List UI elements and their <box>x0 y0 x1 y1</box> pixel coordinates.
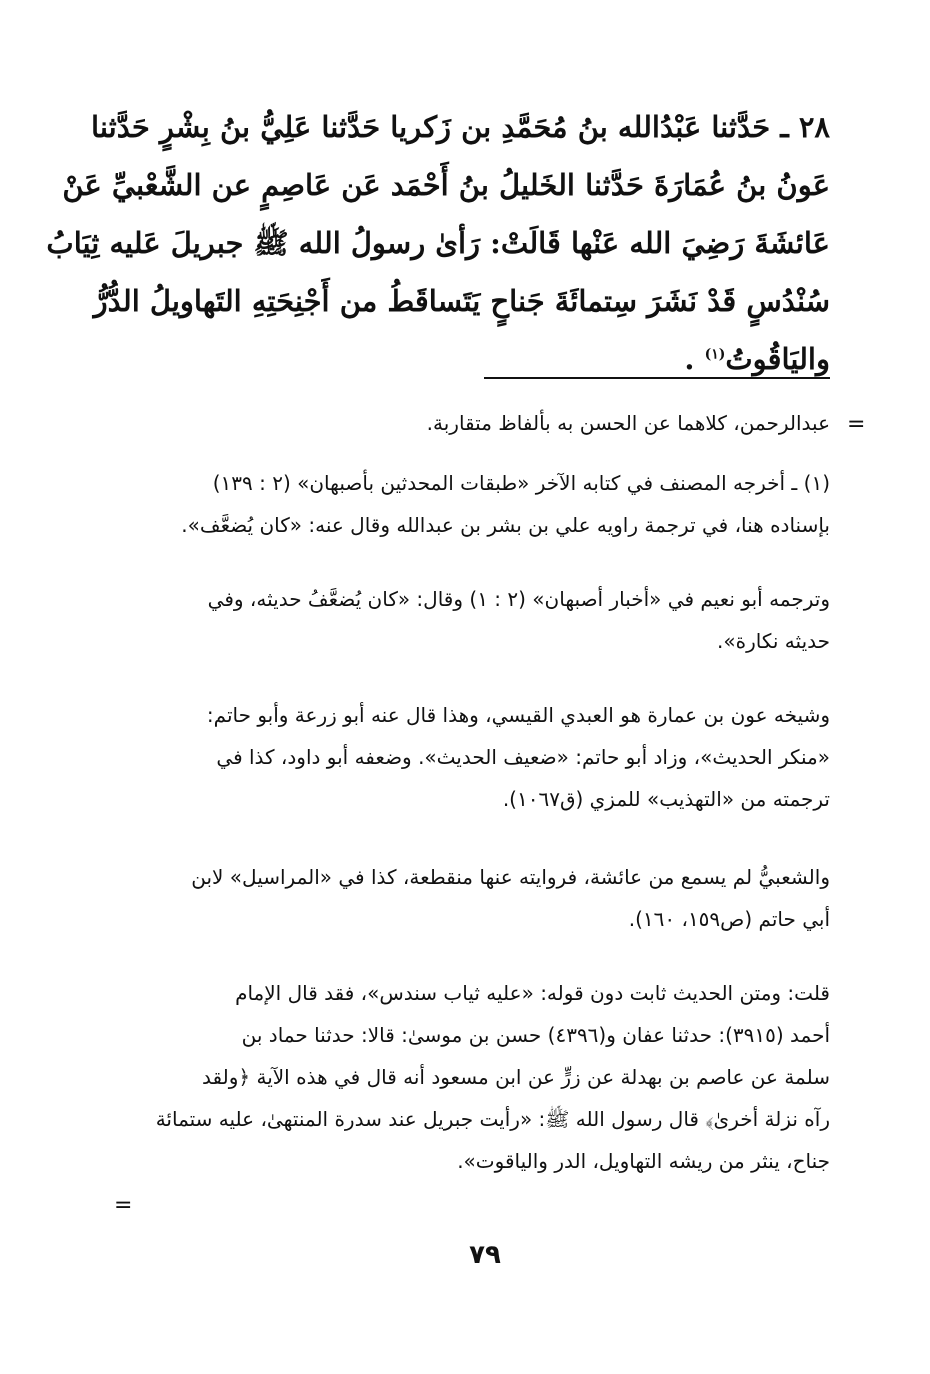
hadith-last-line <box>130 330 830 388</box>
footnote-line: ترجمته من «التهذيب» للمزي (ق١٠٦٧). <box>502 787 830 811</box>
footnote-paragraph-1 <box>130 462 830 546</box>
footnote-separator <box>484 377 830 379</box>
footnote-line: جناح، ينثر من ريشه التهاويل، الدر والياقوت». <box>457 1149 830 1173</box>
hadith-line: عَائشَةَ رَضِيَ الله عَنْها قَالَتْ: رَأىٰ رسولُ الله ﷺ جبريلَ عَليه ثِيَابُ <box>46 226 830 260</box>
footnote-line: وشيخه عون بن عمارة هو العبدي القيسي، وهذا قال عنه أبو زرعة وأبو حاتم: <box>206 703 830 727</box>
footnote-line: حديثه نكارة». <box>717 629 830 653</box>
hadith-line: ٢٨ ـ حَدَّثنا عَبْدُالله بنُ مُحَمَّدِ بن زَكريا حَدَّثنا عَلِيُّ بنُ بِشْرٍ حَدَّثنا <box>91 110 830 144</box>
continuation-mark-bottom: = <box>114 1193 133 1218</box>
hadith-line: عَونُ بنُ عُمَارَةَ حَدَّثنا الخَليلُ بنُ أَحْمَد عَن عَاصِمٍ عن الشَّعْبيِّ عَنْ <box>62 168 830 202</box>
footnote-continuation <box>130 402 830 444</box>
footnote-line: بإسناده هنا، في ترجمة راويه علي بن بشر بن عبدالله وقال عنه: «كان يُضعَّف». <box>181 513 830 537</box>
page-number: ٧٩ <box>469 1240 501 1270</box>
footnote-line: والشعبيُّ لم يسمع من عائشة، فروايته عنها منقطعة، كذا في «المراسيل» لابن <box>191 865 830 889</box>
hadith-text <box>46 98 830 388</box>
continuation-mark: = <box>847 412 866 437</box>
footnote-line: سلمة عن عاصم بن بهدلة عن زرٍّ عن ابن مسعود أنه قال في هذه الآية ﴿ولقد <box>202 1065 830 1089</box>
footnote-paragraph-5 <box>130 972 830 1182</box>
footnote-line: «منكر الحديث»، وزاد أبو حاتم: «ضعيف الحديث». وضعفه أبو داود، كذا في <box>216 745 830 769</box>
footnote-line: رآه نزلة أخرىٰ﴾ قال رسول الله ﷺ: «رأيت جبريل عند سدرة المنتهىٰ، عليه ستمائة <box>155 1107 830 1131</box>
hadith-end: . <box>684 342 695 376</box>
footnote-line: أبي حاتم (ص١٥٩، ١٦٠). <box>628 907 830 931</box>
footnote-reference: (١) <box>704 346 726 363</box>
footnote-paragraph-2 <box>130 578 830 662</box>
footnote-line: قلت: ومتن الحديث ثابت دون قوله: «عليه ثياب سندس»، فقد قال الإمام <box>235 981 830 1005</box>
footnote-line: أحمد (٣٩١٥): حدثنا عفان و(٤٣٩٦) حسن بن موسىٰ: قالا: حدثنا حماد بن <box>241 1023 830 1047</box>
footnote-line: عبدالرحمن، كلاهما عن الحسن به بألفاظ متقاربة. <box>426 411 830 435</box>
hadith-line: سُنْدُسٍ قَدْ نَشَرَ سِتمائَةَ جَناحٍ يَتَساقَطُ من أَجْنِحَتِهِ التَهاويلُ الدُّرُّ <box>93 284 830 318</box>
footnote-line: وترجمه أبو نعيم في «أخبار أصبهان» (٢ : ١) وقال: «كان يُضعَّفُ حديثه، وفي <box>207 587 830 611</box>
footnote-paragraph-4 <box>130 856 830 940</box>
footnote-line: (١) ـ أخرجه المصنف في كتابه الآخر «طبقات المحدثين بأصبهان» (٢ : ١٣٩) <box>212 471 830 495</box>
hadith-last-word: واليَاقُوتُ <box>725 342 830 376</box>
footnote-paragraph-3 <box>130 694 830 820</box>
